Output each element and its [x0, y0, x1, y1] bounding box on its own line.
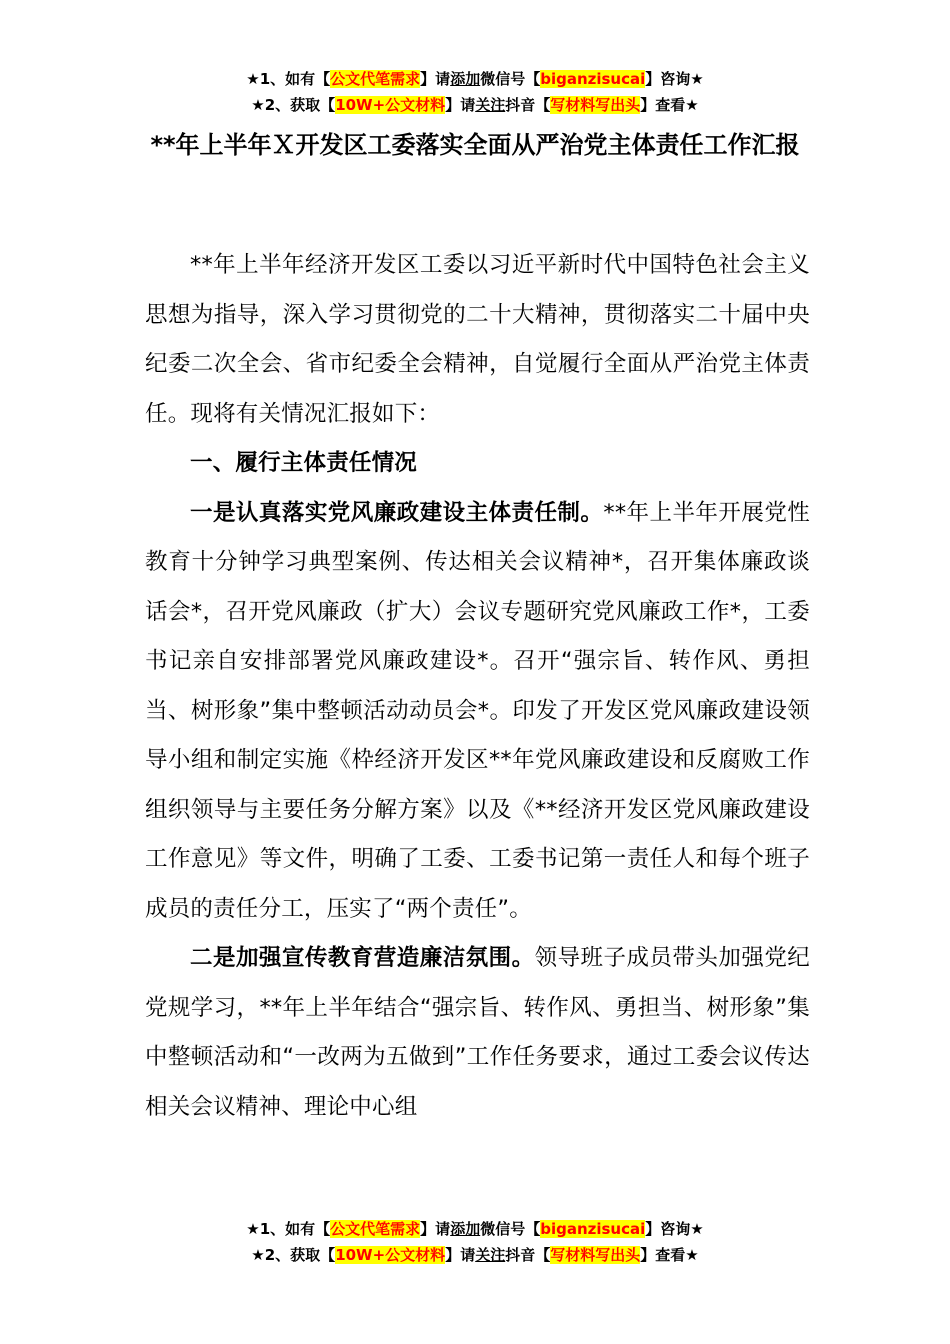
banner-underlined: 关注	[475, 1246, 506, 1264]
banner-text: 】咨询★	[645, 1220, 704, 1238]
banner-text: 】查看★	[640, 96, 699, 114]
banner-text: 】咨询★	[645, 70, 704, 88]
banner-text: 】请	[420, 1220, 451, 1238]
paragraph-1-text: **年上半年开展党性教育十分钟学习典型案例、传达相关会议精神*，召开集体廉政谈话会*，召开党风廉政（扩大）会议专题研究党风廉政工作*，工委书记亲自安排部署党风廉政建设*。召开“强宗旨、转作风、勇担当、树形象”集中整顿活动动员会*。印发了开发区党风廉政建设领导小组和制定实施《枠经济开发区**年党风廉政建设和反腐败工作组织领导与主要任务分解方案》以及《**经济开发区党风廉政建设工作意见》等文件，明确了工委、工委书记第一责任人和每个班子成员的责任分工，压实了“两个责任”。	[145, 499, 810, 922]
paragraph-2-lead: 二是加强宣传教育营造廉洁氛围。	[190, 945, 535, 971]
banner-line-2	[0, 92, 950, 118]
banner-highlight: 公文代笔需求	[330, 70, 421, 88]
banner-text: 抖音【	[505, 1246, 551, 1264]
banner-text: 】请	[420, 70, 451, 88]
banner-line-1	[0, 66, 950, 92]
document-title: **年上半年Ｘ开发区工委落实全面从严治党主体责任工作汇报	[150, 131, 800, 159]
banner-text: 抖音【	[505, 96, 551, 114]
section-heading: 一、履行主体责任情况	[190, 450, 418, 476]
banner-text: ★2、获取【	[251, 96, 336, 114]
banner-highlight: 10W+公文材料	[335, 96, 446, 114]
banner-line-2	[0, 1242, 950, 1268]
paragraph-2-text: 领导班子成员带头加强党纪党规学习，**年上半年结合“强宗旨、转作风、勇担当、树形象”集中整顿活动和“一改两为五做到”工作任务要求，通过工委会议传达相关会议精神、理论中心组	[145, 945, 810, 1120]
paragraph-2	[145, 934, 810, 1132]
banner-douyin-id: 写材料写出头	[550, 1246, 641, 1264]
paragraph-1	[145, 489, 810, 935]
banner-wechat-id: biganzisucai	[540, 70, 646, 88]
top-banner	[0, 66, 950, 118]
bottom-banner	[0, 1216, 950, 1268]
banner-underlined: 添加	[450, 70, 481, 88]
banner-text: ★1、如有【	[246, 70, 331, 88]
banner-highlight: 公文代笔需求	[330, 1220, 421, 1238]
banner-douyin-id: 写材料写出头	[550, 96, 641, 114]
document-body	[145, 241, 810, 1132]
banner-text: 】请	[445, 1246, 476, 1264]
banner-highlight: 10W+公文材料	[335, 1246, 446, 1264]
intro-paragraph: **年上半年经济开发区工委以习近平新时代中国特色社会主义思想为指导，深入学习贯彻党的二十大精神，贯彻落实二十届中央纪委二次全会、省市纪委全会精神，自觉履行全面从严治党主体责任。现将有关情况汇报如下：	[145, 252, 810, 427]
banner-line-1	[0, 1216, 950, 1242]
banner-text: ★1、如有【	[246, 1220, 331, 1238]
banner-text: 】查看★	[640, 1246, 699, 1264]
banner-text: 微信号【	[480, 70, 541, 88]
banner-text: 微信号【	[480, 1220, 541, 1238]
banner-underlined: 添加	[450, 1220, 481, 1238]
banner-underlined: 关注	[475, 96, 506, 114]
banner-text: 】请	[445, 96, 476, 114]
paragraph-1-lead: 一是认真落实党风廉政建设主体责任制。	[190, 499, 604, 526]
banner-wechat-id: biganzisucai	[540, 1220, 646, 1238]
banner-text: ★2、获取【	[251, 1246, 336, 1264]
